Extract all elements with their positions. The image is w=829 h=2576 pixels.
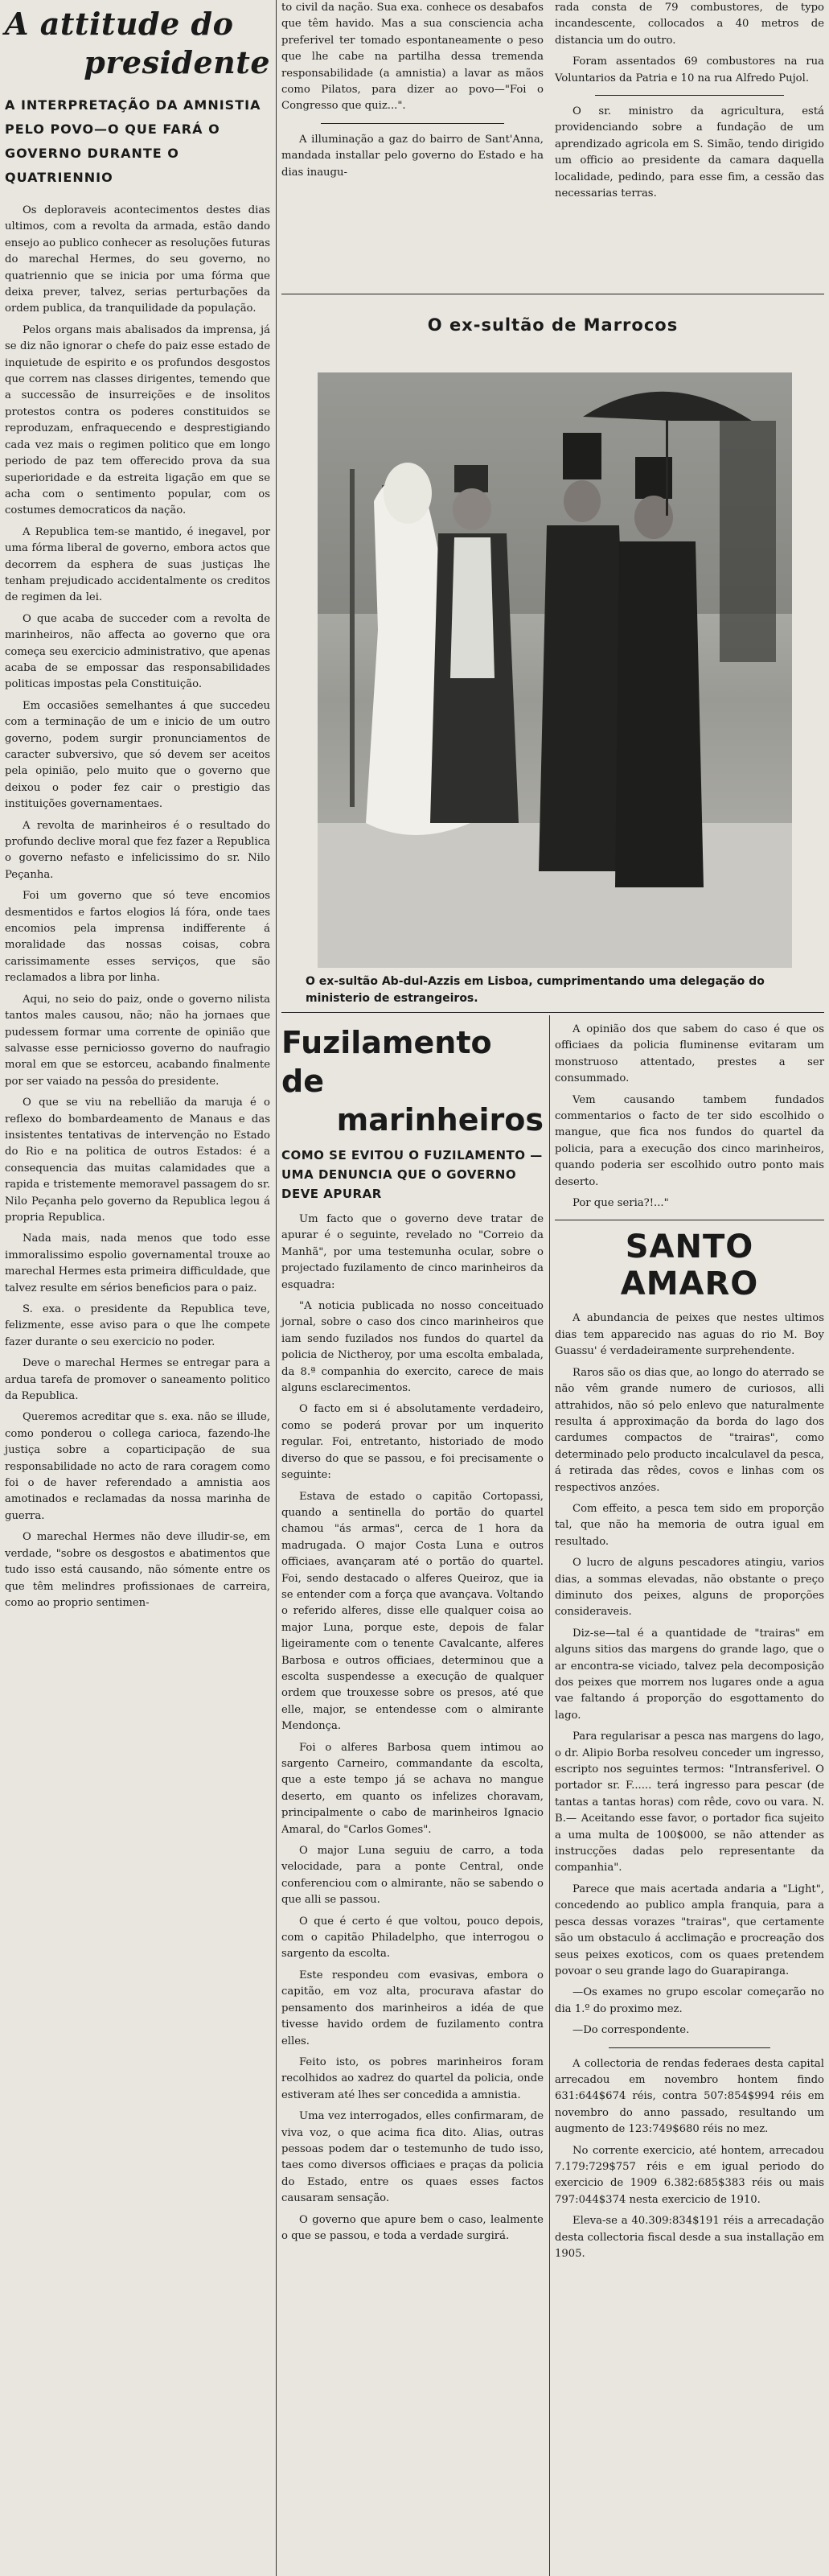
paragraph: Pelos organs mais abalisados da imprensa, já se diz não ignorar o chefe do paiz esse estado de inquietude de espirito e os profundos desgostos que correm nas classes dirigentes, temendo que a successão de insurreições e de insolitos protestos contra os poderes constituidos se reproduzam, enfraquecendo e desprestigiando cada vez mais o regimen politico que em longo periodo de paz tem offerecido prova da sua superioridade e da estreita ligação em que se acha com o sentimento popular, com os costumes democraticos da nação. <box>5 323 270 517</box>
headline-line2: presidente <box>84 44 270 80</box>
paragraph: Nada mais, nada menos que todo esse immoralissimo espolio governamental trouxe ao marechal Hermes esta primeira difficuldade, que talvez resulte em sérios beneficios para o paiz. <box>5 1232 270 1294</box>
paragraph: No corrente exercicio, até hontem, arrecadou 7.179:729$757 réis e em igual periodo do exercicio de 1909 6.382:685$383 réis ou mais 797:044$374 nesta exercicio de 1910. <box>555 2144 824 2206</box>
paragraph: A Republica tem-se mantido, é inegavel, por uma fórma liberal de governo, embora actos que decorrem da esphera de suas justiças lhe tenham prejudicado accidentalmente os creditos de regimen da lei. <box>5 525 270 604</box>
paragraph: A collectoria de rendas federaes desta capital arrecadou em novembro hontem findo 631:644$674 réis, contra 507:854$994 réis em novembro do anno passado, resultando um augmento de 123:749$680 réis no mez. <box>555 2057 824 2136</box>
article-attitude-presidente <box>5 0 270 1616</box>
divider <box>321 123 504 124</box>
column-right-lower <box>555 1022 824 2267</box>
paragraph: —Do correspondente. <box>573 2024 690 2037</box>
paragraph: Um facto que o governo deve tratar de apurar é o seguinte, revelado no "Correio da Manhã", por uma testemunha ocular, sobre o projectado fuzilamento de cinco marinheiros da esquadra: <box>281 1213 544 1291</box>
paragraph: Para regularisar a pesca nas margens do lago, o dr. Alipio Borba resolveu conceder um ingresso, escripto nos seguintes termos: "Intransferivel. O portador sr. F...... terá ingresso para pescar (de tantas a tantas horas) com rêde, covo ou vara. N. B.— Aceitando esse favor, o portador fica sujeito a uma multa de 100$000, se não attender as instrucções dadas pelo representante da companhia". <box>555 1730 824 1874</box>
article-illuminacao-continuation <box>555 0 824 207</box>
paragraph: Uma vez interrogados, elles confirmaram, de viva voz, o que acima fica dito. Alias, outras pessoas podem dar o testemunho de tudo isso, taes como diversos officiaes e praças da policia do Estado, entre os quaes esses factos causaram sensação. <box>281 2110 544 2205</box>
paragraph: S. exa. o presidente da Republica teve, felizmente, esse aviso para o que lhe compete fazer durante o seu exercicio no poder. <box>5 1303 270 1348</box>
ex-sultao-photo <box>318 372 792 968</box>
divider <box>595 95 784 96</box>
fuzilamento-subhead: COMO SE EVITOU O FUZILAMENTO — UMA DENUNCIA QUE O GOVERNO DEVE APURAR <box>281 1148 543 1201</box>
paragraph: O marechal Hermes não deve illudir-se, em verdade, "sobre os desgostos e abatimentos que tudo isso está causando, não sómente entre os que têm melindres profissionaes de carreira, como ao proprio sentimen- <box>5 1531 270 1609</box>
paragraph: Com effeito, a pesca tem sido em proporção tal, que não ha memoria de outra igual em resultado. <box>555 1502 824 1548</box>
article-amnistia-continuation <box>281 0 544 186</box>
ex-sultao-title: O ex-sultão de Marrocos <box>427 315 679 335</box>
article-fuzilamento <box>281 1023 544 2249</box>
ex-sultao-caption: O ex-sultão Ab-dul-Azzis em Lisboa, cumprimentando uma delegação do ministerio de estrangeiros. <box>306 975 765 1005</box>
paragraph: Raros são os dias que, ao longo do aterrado se não vêm grande numero de curiosos, alli attrahidos, não só pelo enlevo que naturalmente resulta á approximação da borda do lago dos cardumes compactos de "trairas", como determinado pelo producto incalculavel da pesca, á retirada das rêdes, covos e linhas com os respectivos anzóes. <box>555 1366 824 1494</box>
paragraph: Queremos acreditar que s. exa. não se illude, como ponderou o collega carioca, fazendo-lhe justiça sobre a coparticipação de sua responsabilidade no acto de rara coragem como foi o de haver referendado a amnistia aos amotinados e reclamadas da nossa marinha de guerra. <box>5 1411 270 1522</box>
paragraph: rada consta de 79 combustores, de typo incandescente, collocados a 40 metros de distancia um do outro. <box>555 2 824 47</box>
paragraph: O facto em si é absolutamente verdadeiro, como se poderá provar por um inquerito regular. Foi, entretanto, historiado de modo diverso do que se passou, e foi precisamente o seguinte: <box>281 1403 544 1482</box>
paragraph: Feito isto, os pobres marinheiros foram recolhidos ao xadrez do quartel da policia, onde estiveram até lhes ser concedida a amnistia. <box>281 2055 544 2101</box>
headline-line1: A attitude do <box>5 6 234 42</box>
paragraph: Estava de estado o capitão Cortopassi, quando a sentinella do portão do quartel chamou "ás armas", cerca de 1 hora da madrugada. O major Costa Luna e outros officiaes, avançaram até o portão do quartel. Foi, sendo destacado o alferes Queiroz, que ia se entender com a força que avançava. Voltando o referido alferes, disse elle qualquer coisa ao major Luna, porque este, depois de falar ligeiramente com o tenente Cavalcante, alferes Barbosa e outros officiaes, determinou que a escolta suspendesse a execução de qualquer ordem que trouxesse sobre os presos, até que elle, major, se entendesse com o almirante Mendonça. <box>281 1490 544 1733</box>
ex-sultao-section <box>281 315 824 335</box>
paragraph: Vem causando tambem fundados commentarios o facto de ter sido escolhido o mangue, que fica nos fundos do quartel da policia, para a execução dos cinco marinheiros, quando poderia ser escolhido outro ponto mais deserto. <box>555 1093 824 1188</box>
paragraph: O sr. ministro da agricultura, está providenciando sobre a fundação de um aprendizado agricola em S. Simão, tendo dirigido um officio ao presidente da camara daquella localidade, pedindo, para esse fim, a cessão das necessarias terras. <box>555 105 824 200</box>
divider <box>609 2047 770 2048</box>
paragraph: O lucro de alguns pescadores atingiu, varios dias, a sommas elevadas, não obstante o preço diminuto dos peixes, alguns de proporções consideraveis. <box>555 1557 824 1619</box>
paragraph: A opinião dos que sabem do caso é que os officiaes da policia fluminense evitaram um monstruoso attentado, prestes a ser consummado. <box>555 1023 824 1085</box>
paragraph: Este respondeu com evasivas, embora o capitão, em voz alta, procurava afastar do pensamento dos marinheiros a idéa de que tivesse havido ordem de fuzilamento contra elles. <box>281 1969 544 2047</box>
paragraph: Diz-se—tal é a quantidade de "trairas" em alguns sitios das margens do grande lago, que o ar encontra-se viciado, talvez pela decomposição dos peixes que morrem nos lugares onde a agua vae faltando á proporção do esgottamento do lago. <box>555 1627 824 1722</box>
paragraph: Foi um governo que só teve encomios desmentidos e fartos elogios lá fóra, onde taes encomios pela imprensa indifferente á moralidade das nossas coisas, cobra carissimamente esses serviços, que são reclamados a libra por linha. <box>5 890 270 985</box>
paragraph: Os deploraveis acontecimentos destes dias ultimos, com a revolta da armada, estão dando ensejo ao publico conhecer as resoluções futuras do marechal Hermes, do seu governo, no quatriennio que se inicia por uma fórma que deixa prever, talvez, serias perturbações da ordem publica, da tranquilidade da população. <box>5 204 270 315</box>
paragraph: Foi o alferes Barbosa quem intimou ao sargento Carneiro, commandante da escolta, que a este tempo já se achava no mangue deserto, em quanto os infelizes choravam, principalmente o cabo de marinheiros Ignacio Amaral, do "Carlos Gomes". <box>281 1741 544 1836</box>
paragraph: O que é certo é que voltou, pouco depois, com o capitão Philadelpho, que interrogou o sargento da escolta. <box>281 1915 544 1961</box>
paragraph: Parece que mais acertada andaria a "Light", concedendo ao publico ampla franquia, para a pesca dessas vorazes "trairas", que certamente são um obstaculo á acclimação e procreação dos seus peixes exoticos, com os quaes pretendem povoar o seu grande lago do Guarapiranga. <box>555 1883 824 1977</box>
santo-amaro-title: SANTO AMARO <box>620 1228 759 1303</box>
paragraph: A illuminação a gaz do bairro de Sant'Anna, mandada installar pelo governo do Estado e ha dias inaugu- <box>281 133 544 179</box>
paragraph: Em occasiões semelhantes á que succedeu com a terminação de um e inicio de um outro governo, podem surgir pronunciamentos de caracter subversivo, que só devem ser aceitos pela opinião, pelo muito que o governo que deixou o poder fez cair o prestigio das instituições governamentaes. <box>5 699 270 811</box>
paragraph: Aqui, no seio do paiz, onde o governo nilista tantos males causou, não; não ha jornaes que pudessem formar uma corrente de opinião que salvasse esse perniciosso governo do naufragio moral em que se estorceu, acabando finalmente por ser vaiado na pessôa do presidente. <box>5 993 270 1088</box>
paragraph: —Os exames no grupo escolar começarão no dia 1.º do proximo mez. <box>555 1986 824 2015</box>
paragraph: Foram assentados 69 combustores na rua Voluntarios da Patria e 10 na rua Alfredo Pujol. <box>555 56 824 84</box>
paragraph: A abundancia de peixes que nestes ultimos dias tem apparecido nas aguas do rio M. Boy Guassu' é verdadeiramente surprehendente. <box>555 1312 824 1358</box>
column-rule-left <box>276 0 277 2576</box>
column-rule-right <box>549 1015 550 2576</box>
section-rule <box>281 1012 824 1013</box>
paragraph: Deve o marechal Hermes se entregar para a ardua tarefa de promover o saneamento politico da Republica. <box>5 1357 270 1403</box>
paragraph: A revolta de marinheiros é o resultado do profundo declive moral que fez fazer a Republica o governo nefasto e infelicissimo do sr. Nilo Peçanha. <box>5 819 270 881</box>
paragraph: O que acaba de succeder com a revolta de marinheiros, não affecta ao governo que ora começa seu exercicio administrativo, que apenas acaba de se empossar das responsabilidades politicas impostas pela Constituição. <box>5 612 270 691</box>
fuzilamento-title-line2: marinheiros <box>336 1102 544 1138</box>
paragraph: O que se viu na rebellião da maruja é o reflexo do bombardeamento de Manaus e das insistentes tentativas de intervenção no Estado do Rio e na politica de outros Estados: é a consequencia das muitas calamidades que a rapida e tristemente memoravel passagem do sr. Nilo Peçanha pelo governo da Republica legou á propria Republica. <box>5 1097 270 1224</box>
paragraph: O governo que apure bem o caso, lealmente o que se passou, e toda a verdade surgirá. <box>281 2213 544 2242</box>
paragraph: Por que seria?!..." <box>573 1197 669 1210</box>
fuzilamento-title-line1: Fuzilamento de <box>281 1025 492 1099</box>
paragraph: "A noticia publicada no nosso conceituado jornal, sobre o caso dos cinco marinheiros que iam sendo fuzilados nos fundos do quartel da policia de Nictheroy, por uma escolta embalada, da 8.ª companhia do exercito, carece de mais alguns esclarecimentos. <box>281 1300 544 1395</box>
paragraph: O major Luna seguiu de carro, a toda velocidade, para a ponte Central, onde conferenciou com o almirante, não se sabendo o que alli se passou. <box>281 1845 544 1907</box>
photo-illustration <box>318 372 792 968</box>
article-subhead: A INTERPRETAÇÃO DA AMNISTIA PELO POVO—O QUE FARÁ O GOVERNO DURANTE O QUATRIENNIO <box>5 97 261 185</box>
paragraph: to civil da nação. Sua exa. conhece os desabafos que têm havido. Mas a sua consciencia acha preferivel ter tomado espontaneamente o peso que lhe cabe na partilha dessa tremenda responsabilidade (a amnistia) a lavar as mãos como Pilatos, para dizer ao povo—"Foi o Congresso que quiz...". <box>281 2 544 113</box>
paragraph: Eleva-se a 40.309:834$191 réis a arrecadação desta collectoria fiscal desde a sua installação em 1905. <box>555 2215 824 2260</box>
